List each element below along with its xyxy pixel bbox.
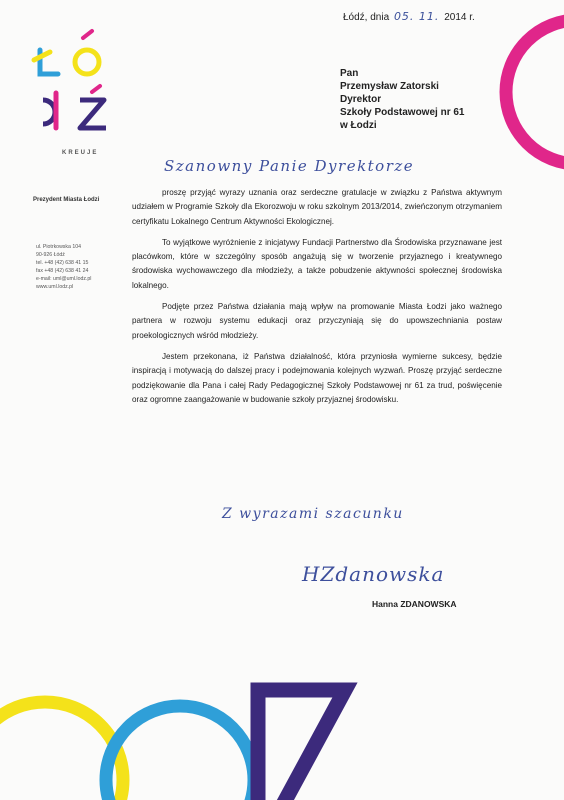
letter-body: [132, 186, 502, 414]
date-handwritten: 05. 11.: [393, 10, 440, 23]
logo-tagline: KREUJE: [62, 150, 99, 156]
recipient-block: [340, 67, 464, 132]
salutation: Szanowny Panie Dyrektorze: [164, 157, 415, 175]
handwritten-signature: HZdanowska: [302, 562, 445, 586]
date-prefix: Łódź, dnia: [343, 12, 390, 23]
recipient-line: w Łodzi: [340, 120, 377, 131]
signer-name: Hanna ZDANOWSKA: [372, 599, 457, 609]
lodz-logo-icon: [34, 31, 106, 128]
recipient-line: Przemysław Zatorski: [340, 81, 439, 92]
sender-line: ul. Piotrkowska 104: [36, 244, 81, 250]
recipient-line: Szkoły Podstawowej nr 61: [340, 107, 465, 118]
body-paragraph: Podjęte przez Państwa działania mają wpływ na promowanie Miasta Łodzi jako ważnego partnera w rozwoju systemu edukacji oraz przyczyniają się do upowszechniania postaw proekologicznych wśród młodzieży.: [132, 302, 502, 340]
sender-line: e-mail: uml@uml.lodz.pl: [36, 276, 92, 282]
body-paragraph: proszę przyjąć wyrazy uznania oraz serdeczne gratulacje w związku z Państwa aktywnym udziałem w Programie Szkoły dla Ekorozwoju w roku szkolnym 2013/2014, zwieńczonym otrzymaniem certyfikatu Lokalnego Centrum Aktywności Ekologicznej.: [132, 188, 502, 226]
sender-line: fax +48 (42) 638 41 24: [36, 268, 89, 274]
recipient-line: Dyrektor: [340, 94, 382, 105]
date-suffix: 2014 r.: [444, 12, 475, 23]
purple-shape-decoration: [258, 690, 345, 800]
body-paragraph: To wyjątkowe wyróżnienie z inicjatywy Fundacji Partnerstwo dla Środowiska przyznawane jest placówkom, które w szczególny sposób angażują się w tworzenie przyjaznego i kreatywnego środowiska wychowawczego dla młodzieży, a także pobudzenie aktywności społecznej środowiska lokalnego.: [132, 237, 502, 290]
sender-contact: [36, 243, 91, 291]
recipient-line: Pan: [340, 68, 359, 79]
sender-title: Prezydent Miasta Łodzi: [33, 197, 100, 203]
closing-phrase: Z wyrazami szacunku: [222, 506, 404, 522]
magenta-ring-decoration: [506, 20, 564, 164]
letter-date: [343, 10, 475, 23]
sender-line: 90-926 Łódź: [36, 252, 65, 258]
sender-line: tel. +48 (42) 638 41 15: [36, 260, 89, 266]
sender-line: www.uml.lodz.pl: [36, 284, 74, 290]
body-paragraph: Jestem przekonana, iż Państwa działalność, która przyniosła wymierne sukcesy, będzie inspiracją i motywacją do dalszej pracy i podejmowania kolejnych wyzwań. Proszę przyjąć serdeczne podziękowanie dla Pana i całej Rady Pedagogicznej Szkoły Podstawowej nr 61 za trud, poświęcenie oraz ogromne zaangażowanie w budowanie szkoły przyjaznej środowisku.: [132, 351, 502, 404]
